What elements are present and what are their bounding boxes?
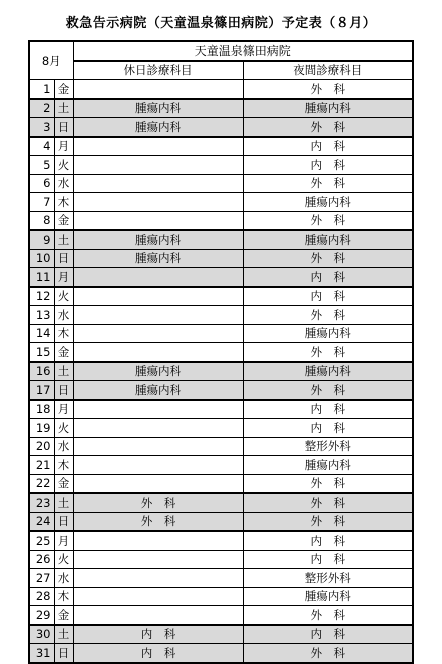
day-cell: 13	[29, 306, 54, 325]
table-row	[29, 531, 413, 550]
table-row	[29, 137, 413, 156]
weekday-cell: 日	[54, 381, 73, 400]
holiday-dept-cell: 腫瘍内科	[73, 99, 243, 118]
weekday-cell: 月	[54, 137, 73, 156]
night-dept-cell: 腫瘍内科	[243, 362, 413, 381]
month-header: 8月	[29, 41, 73, 80]
weekday-cell: 金	[54, 80, 73, 99]
weekday-cell: 水	[54, 174, 73, 193]
table-row	[29, 193, 413, 212]
table-row	[29, 625, 413, 644]
day-cell: 24	[29, 512, 54, 531]
weekday-cell: 火	[54, 419, 73, 438]
weekday-cell: 月	[54, 268, 73, 287]
weekday-cell: 金	[54, 343, 73, 362]
holiday-dept-cell	[73, 419, 243, 438]
holiday-dept-cell	[73, 587, 243, 606]
day-cell: 23	[29, 493, 54, 512]
header-row-hospital	[29, 41, 413, 61]
day-cell: 4	[29, 137, 54, 156]
holiday-dept-cell	[73, 193, 243, 212]
day-cell: 11	[29, 268, 54, 287]
day-cell: 25	[29, 531, 54, 550]
night-dept-cell: 内 科	[243, 419, 413, 438]
night-dept-cell: 内 科	[243, 400, 413, 419]
day-cell: 21	[29, 456, 54, 475]
day-cell: 17	[29, 381, 54, 400]
day-cell: 30	[29, 625, 54, 644]
day-cell: 8	[29, 211, 54, 230]
holiday-dept-cell	[73, 531, 243, 550]
weekday-cell: 土	[54, 230, 73, 249]
schedule-table	[28, 40, 414, 664]
day-cell: 22	[29, 474, 54, 493]
weekday-cell: 日	[54, 249, 73, 268]
night-dept-cell: 外 科	[243, 249, 413, 268]
holiday-dept-cell	[73, 400, 243, 419]
weekday-cell: 日	[54, 512, 73, 531]
table-row	[29, 587, 413, 606]
weekday-cell: 火	[54, 156, 73, 175]
night-dept-cell: 整形外科	[243, 437, 413, 456]
table-row	[29, 174, 413, 193]
weekday-cell: 土	[54, 99, 73, 118]
holiday-dept-cell	[73, 569, 243, 588]
day-cell: 7	[29, 193, 54, 212]
night-dept-cell: 内 科	[243, 156, 413, 175]
holiday-dept-cell	[73, 156, 243, 175]
table-row	[29, 419, 413, 438]
day-cell: 20	[29, 437, 54, 456]
night-dept-cell: 外 科	[243, 306, 413, 325]
night-dept-cell: 腫瘍内科	[243, 456, 413, 475]
night-dept-cell: 外 科	[243, 474, 413, 493]
page-title: 救急告示病院（天童温泉篠田病院）予定表（８月）	[65, 16, 377, 31]
table-row	[29, 400, 413, 419]
night-dept-cell: 外 科	[243, 211, 413, 230]
day-cell: 14	[29, 324, 54, 343]
holiday-dept-cell: 腫瘍内科	[73, 362, 243, 381]
weekday-cell: 水	[54, 569, 73, 588]
night-dept-cell: 外 科	[243, 174, 413, 193]
weekday-cell: 日	[54, 118, 73, 137]
day-cell: 12	[29, 287, 54, 306]
night-dept-cell: 外 科	[243, 381, 413, 400]
holiday-dept-cell	[73, 474, 243, 493]
weekday-cell: 土	[54, 493, 73, 512]
weekday-cell: 木	[54, 456, 73, 475]
table-row	[29, 306, 413, 325]
day-cell: 6	[29, 174, 54, 193]
weekday-cell: 木	[54, 193, 73, 212]
day-cell: 10	[29, 249, 54, 268]
day-cell: 29	[29, 606, 54, 625]
holiday-dept-cell	[73, 343, 243, 362]
holiday-dept-cell	[73, 174, 243, 193]
table-row	[29, 324, 413, 343]
holiday-dept-cell: 内 科	[73, 644, 243, 663]
table-row	[29, 512, 413, 531]
holiday-dept-cell	[73, 287, 243, 306]
holiday-dept-cell: 外 科	[73, 493, 243, 512]
weekday-cell: 火	[54, 550, 73, 569]
weekday-cell: 月	[54, 531, 73, 550]
day-cell: 28	[29, 587, 54, 606]
night-dept-cell: 腫瘍内科	[243, 324, 413, 343]
table-row	[29, 437, 413, 456]
night-dept-cell: 内 科	[243, 531, 413, 550]
table-row	[29, 99, 413, 118]
night-dept-cell: 内 科	[243, 137, 413, 156]
day-cell: 1	[29, 80, 54, 99]
table-row	[29, 287, 413, 306]
table-row	[29, 644, 413, 663]
holiday-dept-cell	[73, 550, 243, 569]
table-row	[29, 249, 413, 268]
night-dept-cell: 腫瘍内科	[243, 587, 413, 606]
day-cell: 3	[29, 118, 54, 137]
holiday-dept-cell	[73, 456, 243, 475]
night-dept-cell: 腫瘍内科	[243, 99, 413, 118]
hospital-header: 天童温泉篠田病院	[73, 41, 413, 61]
holiday-dept-cell: 腫瘍内科	[73, 381, 243, 400]
night-dept-cell: 内 科	[243, 287, 413, 306]
schedule-body	[29, 80, 413, 663]
holiday-dept-cell: 内 科	[73, 625, 243, 644]
header-row-columns	[29, 61, 413, 80]
holiday-dept-cell	[73, 268, 243, 287]
day-cell: 31	[29, 644, 54, 663]
night-dept-cell: 内 科	[243, 625, 413, 644]
holiday-dept-cell	[73, 137, 243, 156]
day-cell: 15	[29, 343, 54, 362]
table-row	[29, 550, 413, 569]
holiday-dept-cell	[73, 437, 243, 456]
table-row	[29, 230, 413, 249]
weekday-cell: 金	[54, 211, 73, 230]
table-row	[29, 474, 413, 493]
table-row	[29, 493, 413, 512]
table-row	[29, 156, 413, 175]
night-dept-cell: 外 科	[243, 606, 413, 625]
night-dept-cell: 外 科	[243, 493, 413, 512]
day-cell: 26	[29, 550, 54, 569]
table-row	[29, 211, 413, 230]
weekday-cell: 土	[54, 362, 73, 381]
holiday-dept-cell	[73, 211, 243, 230]
day-cell: 9	[29, 230, 54, 249]
table-row	[29, 381, 413, 400]
table-row	[29, 118, 413, 137]
holiday-dept-cell: 腫瘍内科	[73, 118, 243, 137]
holiday-dept-cell	[73, 306, 243, 325]
table-row	[29, 606, 413, 625]
day-cell: 16	[29, 362, 54, 381]
night-dept-cell: 外 科	[243, 512, 413, 531]
night-dept-cell: 外 科	[243, 644, 413, 663]
holiday-dept-cell: 外 科	[73, 512, 243, 531]
holiday-dept-cell	[73, 324, 243, 343]
holiday-dept-cell	[73, 80, 243, 99]
weekday-cell: 土	[54, 625, 73, 644]
night-dept-cell: 内 科	[243, 268, 413, 287]
day-cell: 18	[29, 400, 54, 419]
weekday-cell: 金	[54, 474, 73, 493]
table-row	[29, 343, 413, 362]
night-dept-cell: 腫瘍内科	[243, 230, 413, 249]
weekday-cell: 木	[54, 324, 73, 343]
holiday-dept-cell	[73, 606, 243, 625]
table-row	[29, 80, 413, 99]
night-dept-cell: 腫瘍内科	[243, 193, 413, 212]
holiday-dept-cell: 腫瘍内科	[73, 230, 243, 249]
holiday-dept-cell: 腫瘍内科	[73, 249, 243, 268]
night-dept-cell: 外 科	[243, 118, 413, 137]
weekday-cell: 水	[54, 437, 73, 456]
night-dept-cell: 外 科	[243, 343, 413, 362]
day-cell: 5	[29, 156, 54, 175]
night-dept-cell: 外 科	[243, 80, 413, 99]
weekday-cell: 金	[54, 606, 73, 625]
weekday-cell: 水	[54, 306, 73, 325]
weekday-cell: 日	[54, 644, 73, 663]
night-dept-cell: 整形外科	[243, 569, 413, 588]
weekday-cell: 火	[54, 287, 73, 306]
day-cell: 19	[29, 419, 54, 438]
table-row	[29, 569, 413, 588]
day-cell: 2	[29, 99, 54, 118]
weekday-cell: 木	[54, 587, 73, 606]
weekday-cell: 月	[54, 400, 73, 419]
day-cell: 27	[29, 569, 54, 588]
holiday-column-header: 休日診療科目	[73, 61, 243, 80]
night-dept-cell: 内 科	[243, 550, 413, 569]
table-row	[29, 268, 413, 287]
night-column-header: 夜間診療科目	[243, 61, 413, 80]
table-row	[29, 362, 413, 381]
table-row	[29, 456, 413, 475]
